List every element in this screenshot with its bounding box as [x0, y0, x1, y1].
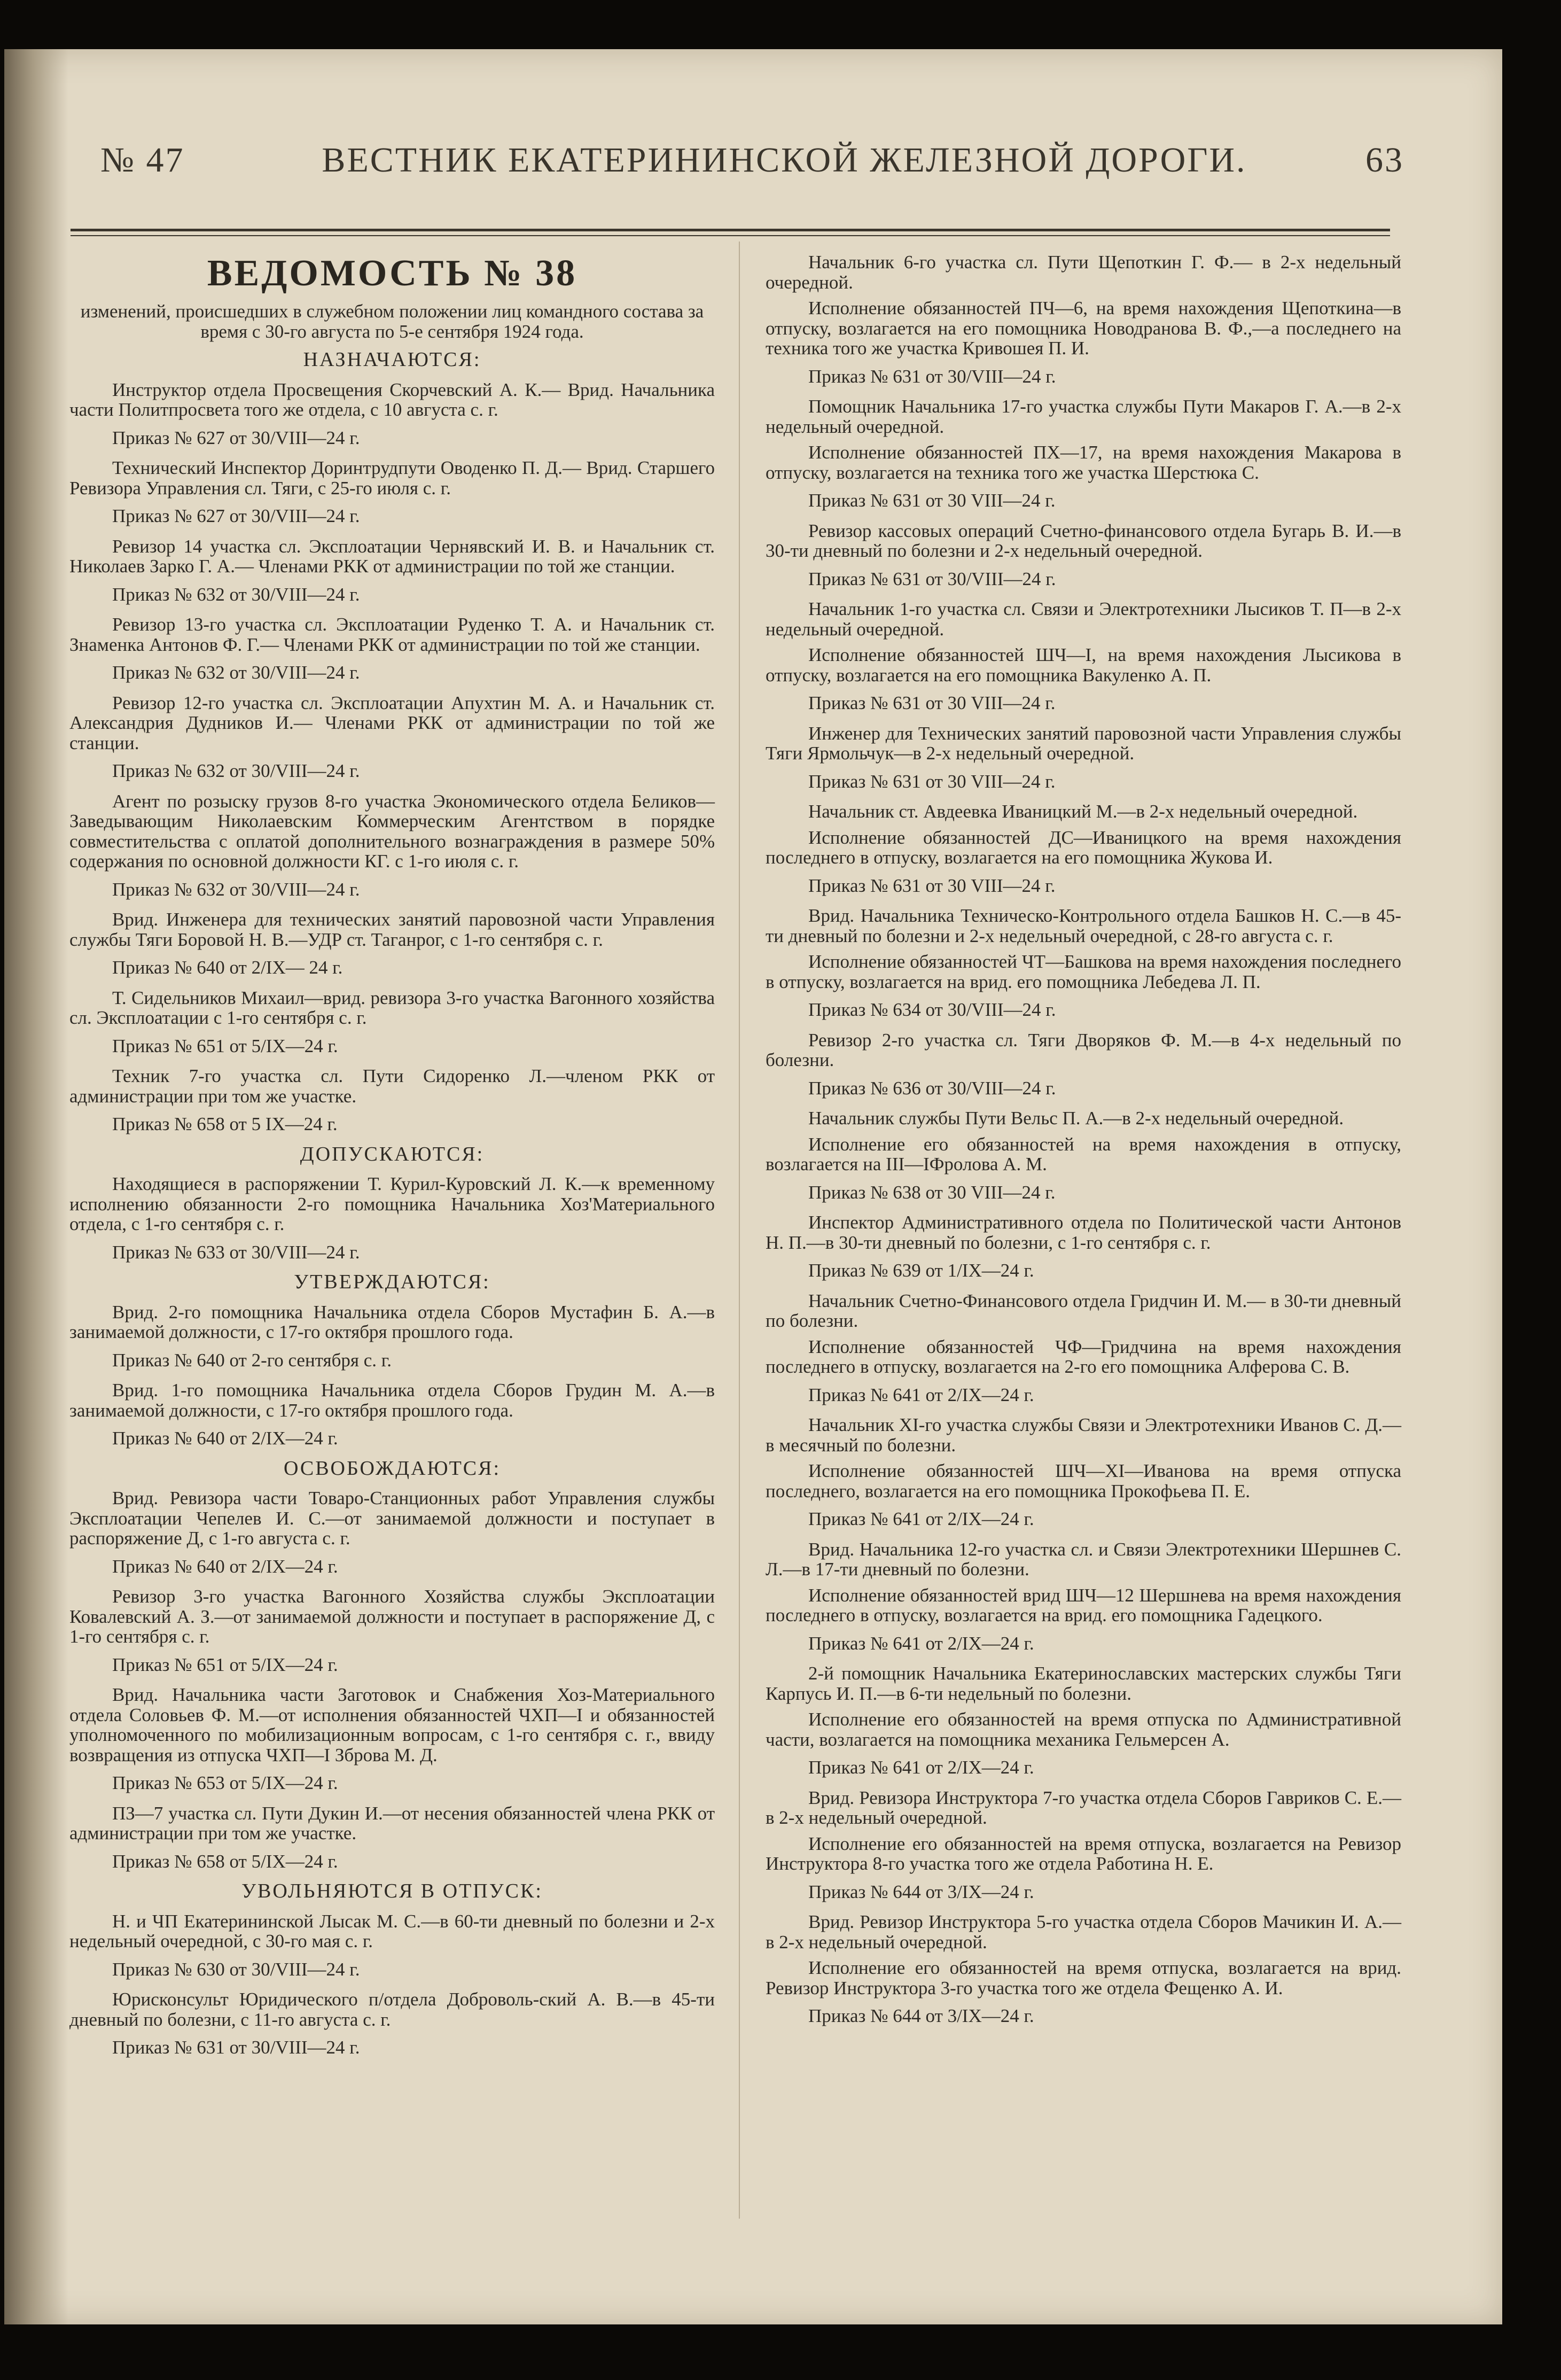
entry-paragraph: Врид. 1-го помощника Начальника отдела Сборов Грудин М. А.—в занимаемой должности, с 17-го октября прошлого года. [69, 1380, 715, 1421]
duties-paragraph: Исполнение его обязанностей на время отпуска по Административной части, возлагается на помощника механика Гельмерсен А. [766, 1709, 1401, 1750]
duties-paragraph: Исполнение обязанностей врид ШЧ—12 Шершнева на время нахождения последнего в отпуску, возлагается на врид. его помощника Гадецкого. [766, 1584, 1401, 1625]
order-reference: Приказ № 640 от 2/IX—24 г. [112, 1555, 338, 1577]
order-reference: Приказ № 641 от 2/IX—24 г. [808, 1757, 1034, 1778]
order-reference: Приказ № 640 от 2/IX—24 г. [112, 1428, 338, 1449]
duties-paragraph: Исполнение обязанностей ЧФ—Гридчина на время нахождения последнего в отпуску, возлагается на 2-го его помощника Алферова С. В. [766, 1336, 1401, 1377]
header-rule-thick [71, 229, 1390, 231]
binding-gutter-shadow [4, 49, 68, 2324]
entry-paragraph: Врид. Начальника части Заготовок и Снабжения Хоз-Материального отдела Соловьев Ф. М.—от исполнения обязанностей ЧХП—I и обязанностей уполномоченного по мобилизационным вопросам, с 1-го сентября с. г., ввиду возвращения из отпуска ЧХП—I Зброва М. Д. [69, 1684, 715, 1765]
entry-paragraph: ПЗ—7 участка сл. Пути Дукин И.—от несения обязанностей члена РКК от администрации при том же участке. [69, 1802, 715, 1844]
duties-paragraph: Исполнение обязанностей ШЧ—XI—Иванова на время отпуска последнего, возлагается на его помощника Прокофьева П. Е. [766, 1460, 1401, 1502]
duties-paragraph: Исполнение обязанностей ЧТ—Башкова на время нахождения последнего в отпуску, возлагается на врид. его помощника Лебедева Л. П. [766, 951, 1401, 992]
order-reference: Приказ № 644 от 3/IX—24 г. [808, 1881, 1034, 1902]
entry-paragraph: Ревизор 13-го участка сл. Эксплоатации Руденко Т. А. и Начальник ст. Знаменка Антонов Ф. Г.— Членами РКК от администрации по той же станции. [69, 614, 715, 655]
entry-paragraph: Н. и ЧП Екатерининской Лысак М. С.—в 60-ти дневный по болезни и 2-х недельный очередной, с 30-го мая с. г. [69, 1910, 715, 1951]
entry-paragraph: Начальник 1-го участка сл. Связи и Электротехники Лысиков Т. П—в 2-х недельный очередной. [766, 598, 1401, 640]
document-subtitle: изменений, происшедших в служебном положении лиц командного состава за время с 30-го августа по 5-е сентября 1924 года. [80, 301, 704, 342]
entry-paragraph: Врид. 2-го помощника Начальника отдела Сборов Мустафин Б. А.—в занимаемой должности, с 17-го октября прошлого года. [69, 1301, 715, 1342]
entry-paragraph: Врид. Ревизор Инструктора 5-го участка отдела Сборов Мачикин И. А.—в 2-х недельный очередной. [766, 1911, 1401, 1953]
entry-paragraph: Инспектор Административного отдела по Политической части Антонов Н. П.—в 30-ти дневный по болезни, с 1-го сентября с. г. [766, 1212, 1401, 1253]
section-heading: УТВЕРЖДАЮТСЯ: [294, 1271, 490, 1293]
entry-paragraph: Ревизор 14 участка сл. Эксплоатации Чернявский И. В. и Начальник ст. Николаев Зарко Г. А.— Членами РКК от администрации по той же станции. [69, 535, 715, 577]
entry-paragraph: Ревизор 12-го участка сл. Эксплоатации Апухтин М. А. и Начальник ст. Александрия Дудников И.— Членами РКК от администрации по той же станции. [69, 692, 715, 753]
section-heading: ДОПУСКАЮТСЯ: [300, 1142, 485, 1165]
section-heading: УВОЛЬНЯЮТСЯ В ОТПУСК: [241, 1880, 543, 1902]
order-reference: Приказ № 651 от 5/IX—24 г. [112, 1035, 338, 1056]
entry-paragraph: Ревизор 2-го участка сл. Тяги Дворяков Ф. М.—в 4-х недельный по болезни. [766, 1029, 1401, 1070]
duties-paragraph: Исполнение обязанностей ПЧ—6, на время нахождения Щепоткина—в отпуску, возлагается на его помощника Новодранова В. Ф.,—а последнего на техника того же участка Кривошея П. И. [766, 298, 1401, 359]
entry-paragraph: Агент по розыску грузов 8-го участка Экономического отдела Беликов—Заведывающим Николаевским Коммерческим Агентством в порядке совместительства с оплатой дополнительного вознаграждения в размере 50% содержания по основной должности КГ. с 1-го июля с. г. [69, 790, 715, 872]
order-reference: Приказ № 631 от 30 VIII—24 г. [808, 875, 1056, 896]
entry-paragraph: Врид. Начальника 12-го участка сл. и Связи Электротехники Шершнев С. Л.—в 17-ти дневный по болезни. [766, 1538, 1401, 1580]
page-number: 63 [1365, 141, 1404, 180]
newspaper-page [4, 49, 1502, 2324]
duties-paragraph: Исполнение обязанностей ДС—Иваницкого на время нахождения последнего в отпуску, возлагается на его помощника Жукова И. [766, 827, 1401, 868]
entry-paragraph: Начальник ст. Авдеевка Иваницкий М.—в 2-х недельный очередной. [808, 801, 1358, 822]
entry-paragraph: Помощник Начальника 17-го участка службы Пути Макаров Г. А.—в 2-х недельный очередной. [766, 396, 1401, 437]
right-column-entries [766, 252, 1401, 2026]
order-reference: Приказ № 632 от 30/VIII—24 г. [112, 662, 360, 683]
order-reference: Приказ № 632 от 30/VIII—24 г. [112, 760, 360, 781]
order-reference: Приказ № 651 от 5/IX—24 г. [112, 1654, 338, 1675]
entry-paragraph: Инструктор отдела Просвещения Скорчевский А. К.— Врид. Начальника части Политпросвета того же отдела, с 10 августа с. г. [69, 379, 715, 420]
order-reference: Приказ № 639 от 1/IX—24 г. [808, 1260, 1034, 1281]
order-reference: Приказ № 632 от 30/VIII—24 г. [112, 878, 360, 900]
entry-paragraph: Т. Сидельников Михаил—врид. ревизора 3-го участка Вагонного хозяйства сл. Эксплоатации с 1-го сентября с. г. [69, 987, 715, 1028]
duties-paragraph: Исполнение обязанностей ПХ—17, на время нахождения Макарова в отпуску, возлагается на техника того же участка Шерстюка С. [766, 442, 1401, 483]
duties-paragraph: Исполнение его обязанностей на время отпуска, возлагается на врид. Ревизор Инструктора 3-го участка того же отдела Фещенко А. И. [766, 1957, 1401, 1998]
issue-number: № 47 [100, 141, 185, 180]
entry-paragraph: Врид. Ревизора Инструктора 7-го участка отдела Сборов Гавриков С. Е.—в 2-х недельный очередной. [766, 1787, 1401, 1828]
order-reference: Приказ № 631 от 30 VIII—24 г. [808, 490, 1056, 511]
order-reference: Приказ № 631 от 30/VIII—24 г. [112, 2037, 360, 2058]
order-reference: Приказ № 631 от 30/VIII—24 г. [808, 365, 1056, 387]
entry-paragraph: Техник 7-го участка сл. Пути Сидоренко Л.—членом РКК от администрации при том же участке. [69, 1065, 715, 1107]
entry-paragraph: Врид. Начальника Техническо-Контрольного отдела Башков Н. С.—в 45-ти дневный по болезни и 2-х недельный очередной, с 28-го августа с. г. [766, 905, 1401, 946]
order-reference: Приказ № 658 от 5/IX—24 г. [112, 1850, 338, 1872]
entry-paragraph: Ревизор 3-го участка Вагонного Хозяйства службы Эксплоатации Ковалевский А. З.—от занимаемой должности и поступает в распоряжение Д, с 1-го сентября с. г. [69, 1586, 715, 1647]
duties-paragraph: Исполнение его обязанностей на время отпуска, возлагается на Ревизор Инструктора 8-го участка того же отдела Работина Н. Е. [766, 1833, 1401, 1874]
order-reference: Приказ № 641 от 2/IX—24 г. [808, 1508, 1034, 1529]
document-title: ВЕДОМОСТЬ № 38 [207, 253, 577, 294]
order-reference: Приказ № 627 от 30/VIII—24 г. [112, 427, 360, 448]
right-column [766, 252, 1401, 2036]
entry-paragraph: Начальник Счетно-Финансового отдела Гридчин И. М.— в 30-ти дневный по болезни. [766, 1290, 1401, 1331]
order-reference: Приказ № 634 от 30/VIII—24 г. [808, 999, 1056, 1020]
section-heading: ОСВОБОЖДАЮТСЯ: [283, 1457, 501, 1480]
left-column-entries [69, 350, 715, 2058]
order-reference: Приказ № 627 от 30/VIII—24 г. [112, 505, 360, 526]
order-reference: Приказ № 631 от 30 VIII—24 г. [808, 771, 1056, 792]
order-reference: Приказ № 636 от 30/VIII—24 г. [808, 1077, 1056, 1099]
order-reference: Приказ № 631 от 30/VIII—24 г. [808, 568, 1056, 589]
entry-paragraph: Врид. Инженера для технических занятий паровозной части Управления службы Тяги Боровой Н. В.—УДР ст. Таганрог, с 1-го сентября с. г. [69, 909, 715, 950]
entry-paragraph: Находящиеся в распоряжении Т. Курил-Куровский Л. К.—к временному исполнению обязанности 2-го помощника Начальника Хоз'Материального отдела, с 1-го сентября с. г. [69, 1173, 715, 1234]
entry-paragraph: Начальник XI-го участка службы Связи и Электротехники Иванов С. Д.—в месячный по болезни. [766, 1414, 1401, 1456]
page-header [100, 140, 1404, 193]
order-reference: Приказ № 633 от 30/VIII—24 г. [112, 1241, 360, 1263]
order-reference: Приказ № 640 от 2-го сентября с. г. [112, 1349, 392, 1371]
order-reference: Приказ № 631 от 30 VIII—24 г. [808, 693, 1056, 713]
journal-title: ВЕСТНИК ЕКАТЕРИНИНСКОЙ ЖЕЛЕЗНОЙ ДОРОГИ. [322, 141, 1247, 180]
order-reference: Приказ № 641 от 2/IX—24 г. [808, 1632, 1034, 1654]
section-heading: НАЗНАЧАЮТСЯ: [303, 348, 481, 371]
order-reference: Приказ № 640 от 2/IX— 24 г. [112, 957, 343, 978]
column-divider [739, 242, 740, 2219]
entry-paragraph: Технический Инспектор Доринтрудпути Оводенко П. Д.— Врид. Старшего Ревизора Управления сл. Тяги, с 25-го июля с. г. [69, 457, 715, 499]
entry-paragraph: Инженер для Технических занятий паровозной части Управления службы Тяги Ярмольчук—в 2-х недельный очередной. [766, 722, 1401, 764]
order-reference: Приказ № 658 от 5 IX—24 г. [112, 1114, 338, 1134]
entry-paragraph: Начальник службы Пути Вельс П. А.—в 2-х недельный очередной. [808, 1108, 1344, 1129]
order-reference: Приказ № 630 от 30/VIII—24 г. [112, 1958, 360, 1980]
duties-paragraph: Исполнение обязанностей ШЧ—I, на время нахождения Лысикова в отпуску, возлагается на его помощника Вакуленко А. П. [766, 644, 1401, 686]
order-reference: Приказ № 653 от 5/IX—24 г. [112, 1772, 338, 1793]
entry-paragraph: 2-й помощник Начальника Екатеринославских мастерских службы Тяги Карпусь И. П.—в 6-ти недельный по болезни. [766, 1663, 1401, 1704]
entry-paragraph: Начальник 6-го участка сл. Пути Щепоткин Г. Ф.— в 2-х недельный очередной. [766, 252, 1401, 293]
order-reference: Приказ № 638 от 30 VIII—24 г. [808, 1181, 1056, 1203]
order-reference: Приказ № 641 от 2/IX—24 г. [808, 1384, 1034, 1405]
entry-paragraph: Юрисконсульт Юридического п/отдела Доброволь-ский А. В.—в 45-ти дневный по болезни, с 11-го августа с. г. [69, 1989, 715, 2030]
entry-paragraph: Ревизор кассовых операций Счетно-финансового отдела Бугарь В. И.—в 30-ти дневный по болезни и 2-х недельный очередной. [766, 520, 1401, 561]
order-reference: Приказ № 644 от 3/IX—24 г. [808, 2005, 1034, 2026]
duties-paragraph: Исполнение его обязанностей на время нахождения в отпуску, возлагается на III—IФролова А. М. [766, 1133, 1401, 1175]
header-rule-thin [71, 235, 1390, 236]
left-column [69, 252, 715, 2068]
entry-paragraph: Врид. Ревизора части Товаро-Станционных работ Управления службы Эксплоатации Чепелев И. С.—от занимаемой должности и поступает в распоряжение Д, с 1-го августа с. г. [69, 1488, 715, 1549]
order-reference: Приказ № 632 от 30/VIII—24 г. [112, 584, 360, 605]
